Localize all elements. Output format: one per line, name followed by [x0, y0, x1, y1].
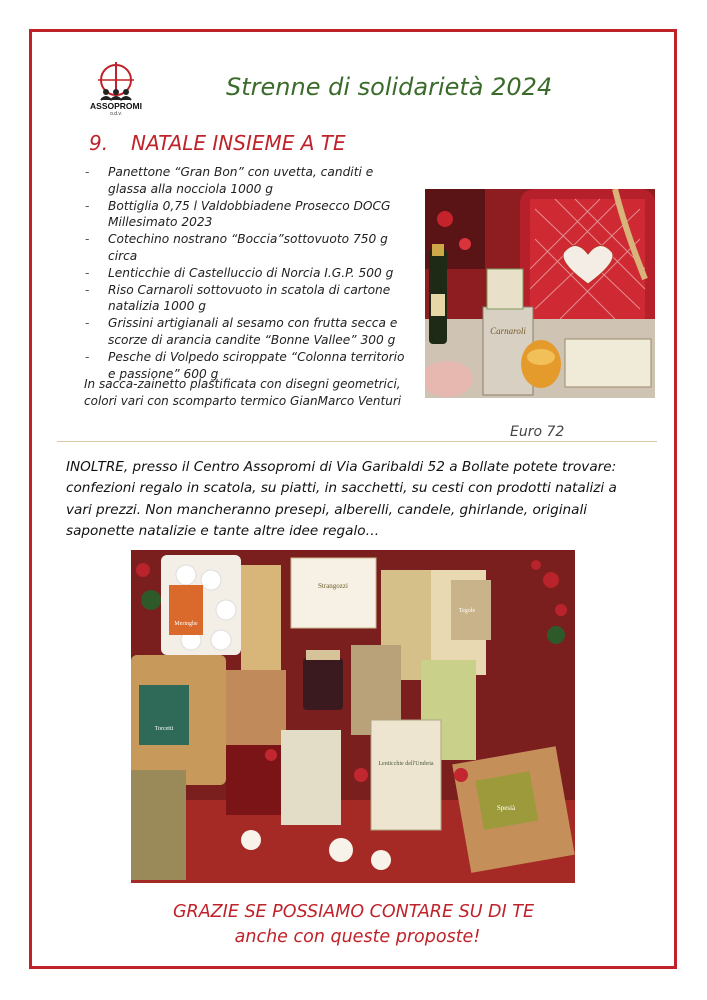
- section-divider: [57, 441, 657, 442]
- section-heading: [89, 131, 346, 155]
- logo-name: ASSOPROMI: [90, 101, 142, 111]
- list-item: - Pesche di Volpedo sciroppate “Colonna territorio e passione” 600 g: [85, 349, 405, 381]
- carnaroli-label: Carnaroli: [490, 326, 526, 336]
- list-item: - Bottiglia 0,75 l Valdobbiadene Prosecco DOCG Millesimato 2023: [85, 198, 391, 230]
- meringhe-label: Meringhe: [174, 621, 198, 627]
- product-list: [85, 164, 415, 382]
- page-title: Strenne di solidarietà 2024: [226, 73, 553, 101]
- list-item: - Lenticchie di Castelluccio di Norcia I.G.P. 500 g: [85, 265, 394, 280]
- torcetti-label: Torcetti: [154, 726, 174, 732]
- packaging-description: In sacca-zainetto plastificata con disegni geometrici, colori vari con scomparto termico GianMarco Venturi: [84, 377, 402, 408]
- strangozzi-label: Strangozzi: [318, 582, 348, 590]
- lenticchie-label: Lenticchie dell'Umbria: [378, 761, 434, 767]
- section-title: NATALE INSIEME A TE: [131, 131, 346, 155]
- price-label: Euro 72: [510, 424, 565, 440]
- list-item: - Riso Carnaroli sottovuoto in scatola di cartone natalizia 1000 g: [85, 282, 391, 314]
- spesia-label: Spesià: [496, 804, 516, 812]
- closing-line-1: GRAZIE SE POSSIAMO CONTARE SU DI TE: [172, 902, 535, 922]
- section-number: 9.: [89, 131, 109, 155]
- logo-subtitle: o.d.v.: [110, 111, 122, 117]
- tegole-label: Tegole: [458, 608, 476, 614]
- gift-bag-photo: [425, 189, 655, 398]
- list-item: - Cotechino nostrano “Boccia”sottovuoto 750 g circa: [85, 232, 388, 263]
- additional-info-paragraph: INOLTRE, presso il Centro Assopromi di Via Garibaldi 52 a Bollate potete trovare: confezioni regalo in scatola, su piatti, in sacchetti, su cesti con prodotti natalizi a vari prezzi. Non mancheranno presepi, alberelli, candele, ghirlande, originali saponette natalizie e tante altre idee regalo…: [66, 459, 617, 540]
- list-item: - Grissini artigianali al sesamo con frutta secca e scorze di arancia candite “Bonne Vallee” 300 g: [85, 316, 398, 347]
- closing-line-2: anche con queste proposte!: [234, 927, 481, 947]
- products-assortment-photo: [131, 550, 575, 883]
- list-item: - Panettone “Gran Bon” con uvetta, canditi e glassa alla nocciola 1000 g: [85, 165, 374, 196]
